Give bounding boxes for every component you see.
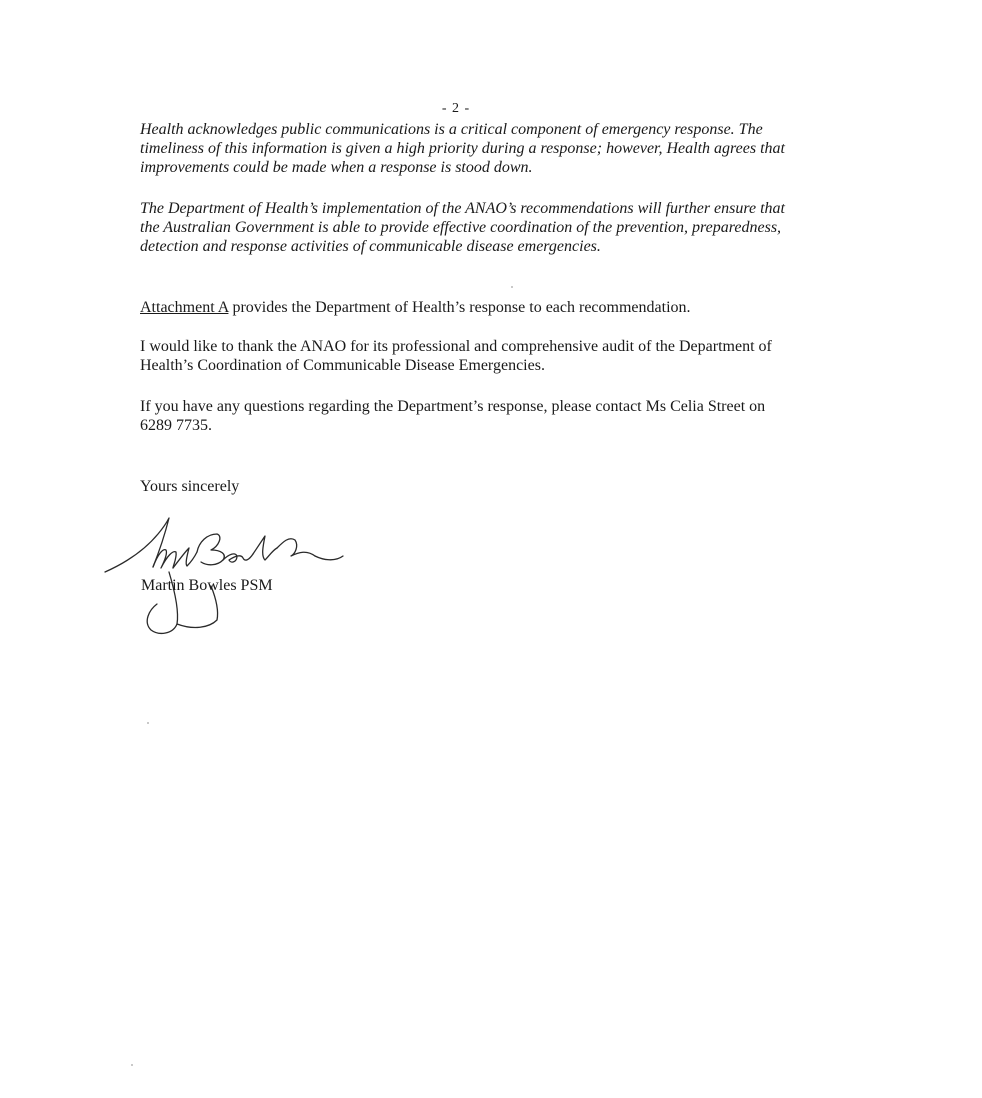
paragraph-attachment (140, 298, 800, 317)
paragraph-implementation: The Department of Health’s implementation of the ANAO’s recommendations will further ensure that the Australian Government is able to provide effective coordination of the prevention, preparedness, detection and response activities of communicable disease emergencies. (140, 200, 785, 255)
page-number: - 2 - (441, 101, 471, 116)
signer-name: Martin Bowles PSM (141, 577, 273, 594)
paragraph-thanks: I would like to thank the ANAO for its professional and comprehensive audit of the Department of Health’s Coordination of Communicable Disease Emergencies. (140, 338, 772, 374)
paragraph-public-communications: Health acknowledges public communications is a critical component of emergency response. The timeliness of this information is given a high priority during a response; however, Health agrees that improvements could be made when a response is stood down. (140, 121, 785, 176)
scan-speck (131, 1064, 133, 1066)
paragraph-contact: If you have any questions regarding the Department’s response, please contact Ms Celia Street on 6289 7735. (140, 398, 766, 434)
attachment-a-link[interactable]: Attachment A (140, 299, 229, 316)
scan-speck (511, 286, 513, 288)
scan-speck (147, 722, 149, 724)
attachment-description: provides the Department of Health’s response to each recommendation. (228, 299, 691, 316)
closing-salutation: Yours sincerely (140, 478, 240, 495)
